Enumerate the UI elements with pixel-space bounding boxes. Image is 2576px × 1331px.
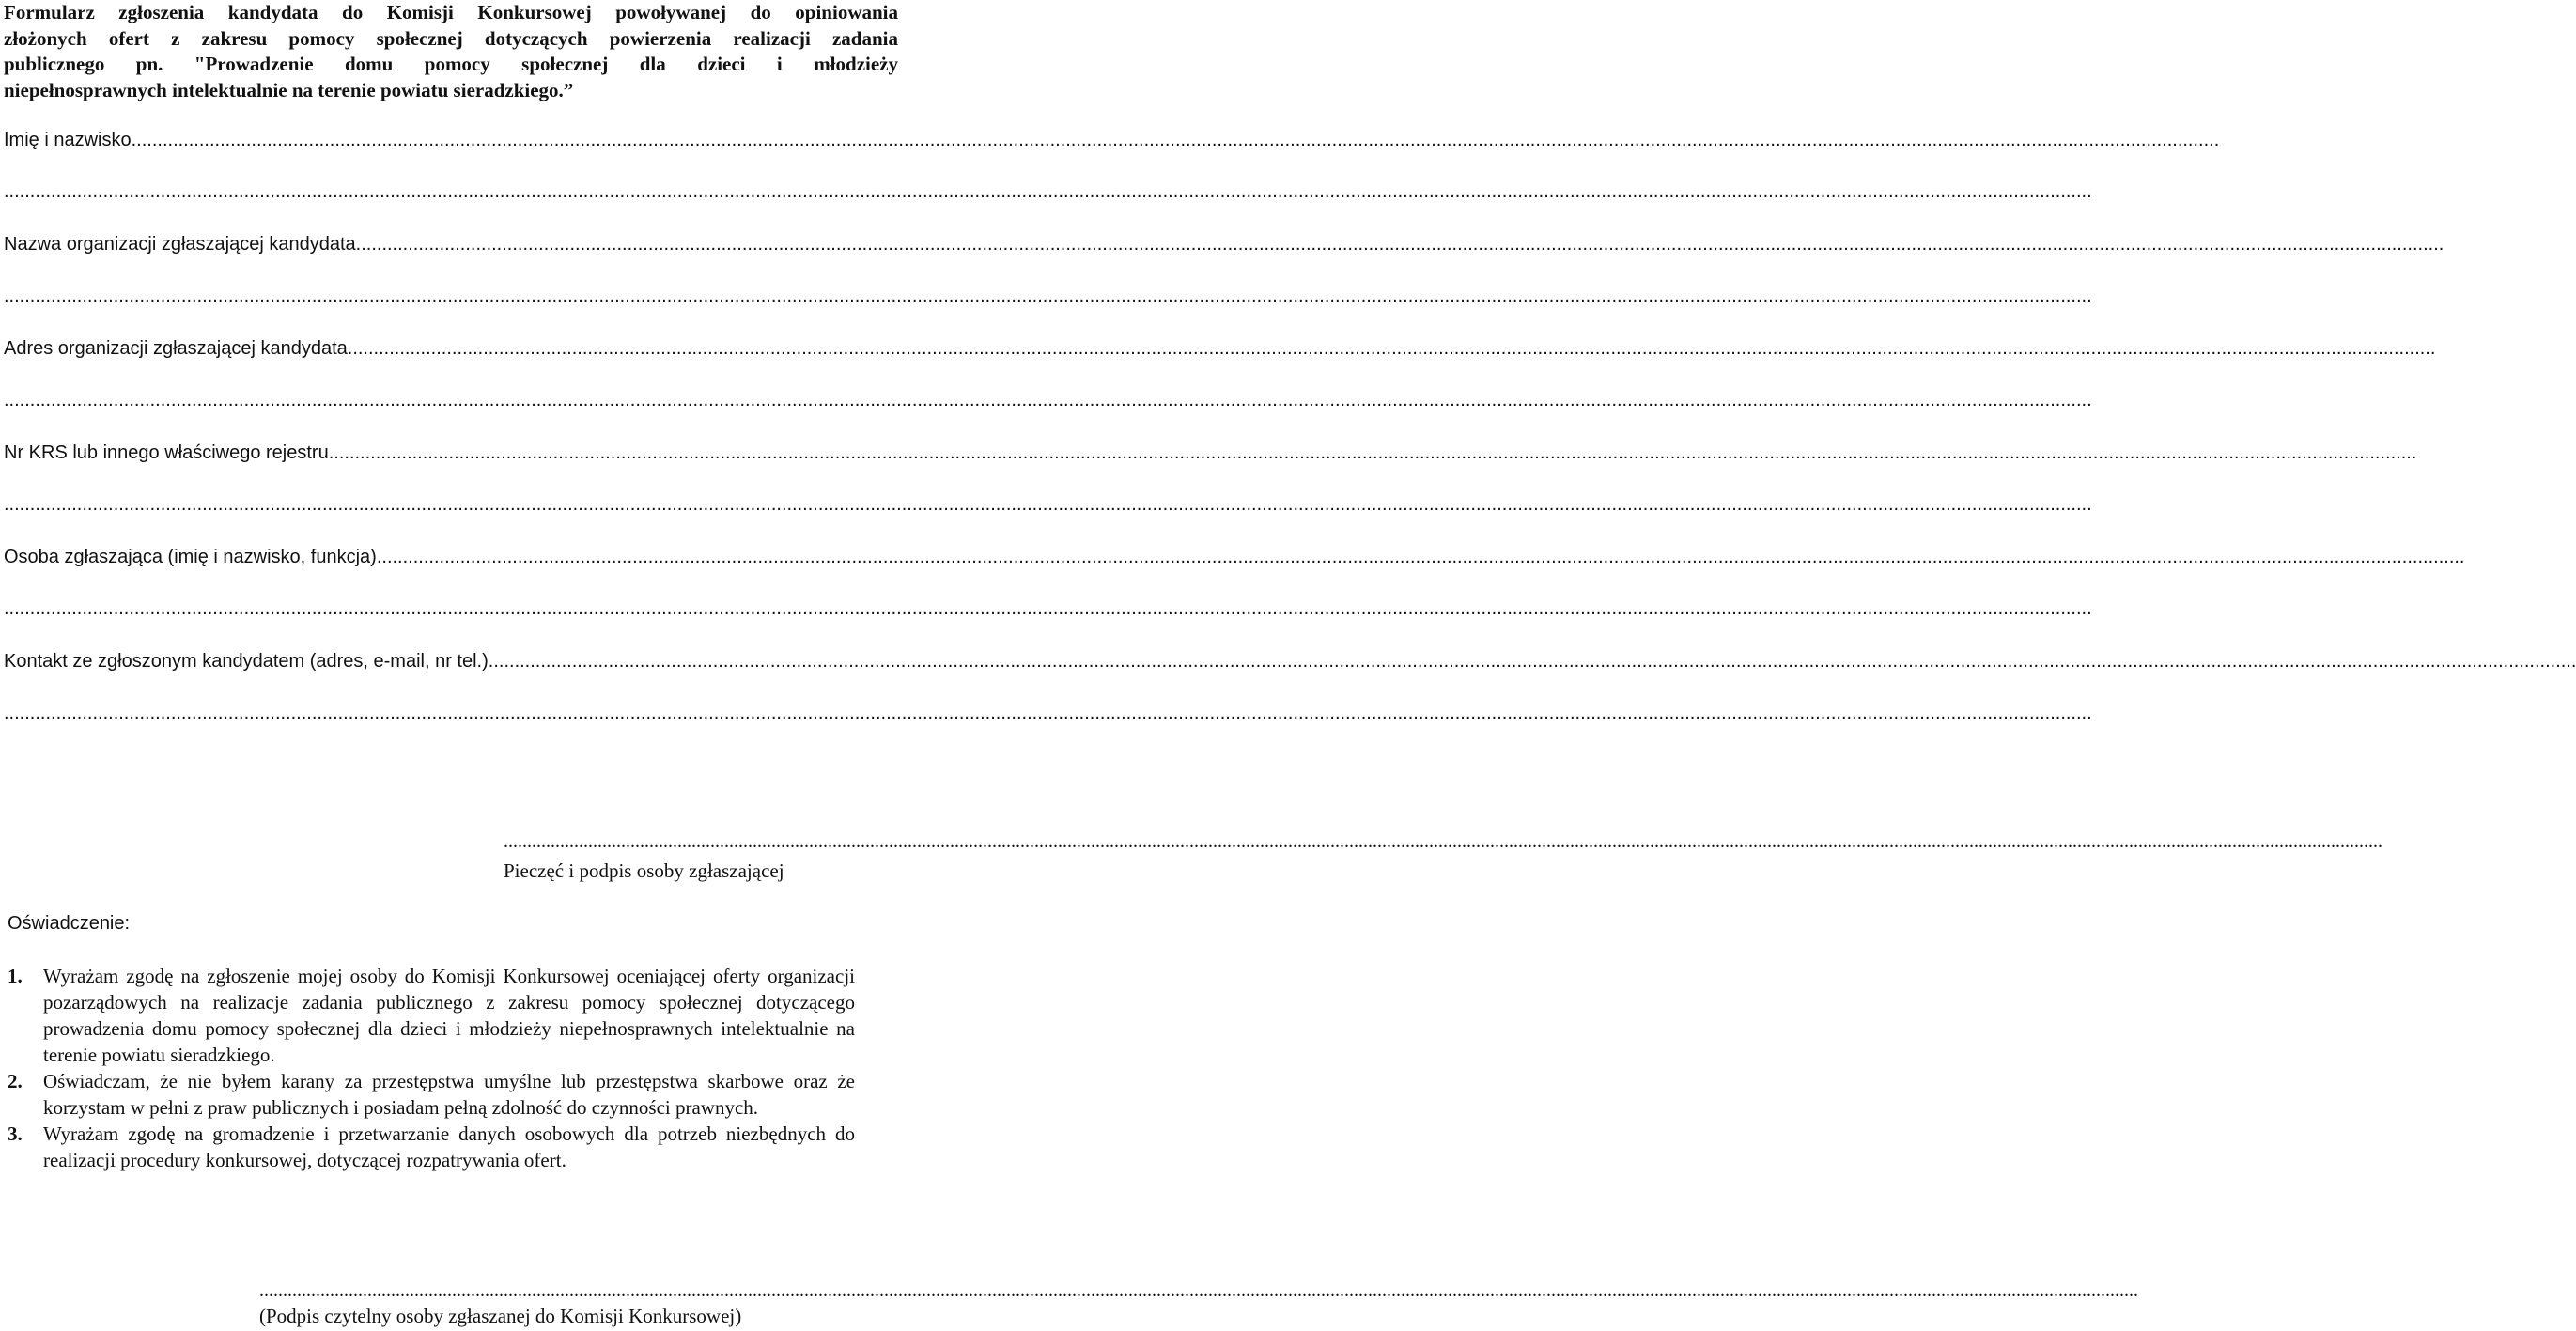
declaration-item	[8, 1068, 855, 1121]
field-candidate-contact	[4, 650, 2576, 673]
declaration-item	[8, 963, 855, 1068]
field-organization-address-fill-dots[interactable]: ................................................................................................................................................................................................................................................................................................................................................................................................................	[347, 338, 2436, 359]
field-krs-number	[4, 441, 2417, 464]
field-name	[4, 129, 2220, 151]
field-organization-name-continuation-dots[interactable]: ................................................................................................................................................................................................................................................................................................................................................................................................................	[4, 286, 2092, 306]
field-organization-address-continuation-dots[interactable]: ................................................................................................................................................................................................................................................................................................................................................................................................................	[4, 390, 2092, 410]
seal-signature-line[interactable]: ................................................................................................................................................................................................................................................................................................................................................................................................................	[504, 831, 2382, 852]
field-submitting-person-continuation-dots[interactable]: ................................................................................................................................................................................................................................................................................................................................................................................................................	[4, 598, 2092, 619]
declaration-item	[8, 1121, 855, 1173]
field-organization-name-label: Nazwa organizacji zgłaszającej kandydata	[4, 234, 356, 255]
field-name-continuation-dots[interactable]: ................................................................................................................................................................................................................................................................................................................................................................................................................	[4, 181, 2092, 202]
field-krs-number-label: Nr KRS lub innego właściwego rejestru	[4, 442, 329, 463]
declaration-text: Oświadczam, że nie byłem karany za przestępstwa umyślne lub przestępstwa skarbowe oraz że korzystam w pełni z praw publicznych i posiadam pełną zdolność do czynności prawnych.	[43, 1070, 855, 1119]
field-krs-number-continuation-dots[interactable]: ................................................................................................................................................................................................................................................................................................................................................................................................................	[4, 494, 2092, 515]
form-title-line: niepełnosprawnych intelektualnie na terenie powiatu sieradzkiego.”	[4, 78, 574, 101]
field-organization-address	[4, 337, 2436, 360]
field-submitting-person-label: Osoba zgłaszająca (imię i nazwisko, funkcja)	[4, 547, 377, 567]
field-submitting-person-fill-dots[interactable]: ................................................................................................................................................................................................................................................................................................................................................................................................................	[376, 547, 2465, 567]
field-candidate-contact-label: Kontakt ze zgłoszonym kandydatem (adres, e-mail, nr tel.)	[4, 651, 489, 672]
declaration-list	[8, 963, 855, 1173]
seal-signature-caption: Pieczęć i podpis osoby zgłaszającej	[504, 859, 784, 882]
candidate-signature-line[interactable]: ................................................................................................................................................................................................................................................................................................................................................................................................................	[259, 1280, 2138, 1301]
form-title	[4, 0, 898, 103]
field-krs-number-fill-dots[interactable]: ................................................................................................................................................................................................................................................................................................................................................................................................................	[328, 442, 2417, 463]
declaration-text: Wyrażam zgodę na gromadzenie i przetwarzanie danych osobowych dla potrzeb niezbędnych do realizacji procedury konkursowej, dotyczącej rozpatrywania ofert.	[43, 1122, 855, 1171]
declaration-number: 2.	[8, 1070, 23, 1092]
field-organization-address-label: Adres organizacji zgłaszającej kandydata	[4, 338, 348, 359]
form-title-line: publicznego pn. "Prowadzenie domu pomocy społecznej dla dzieci i młodzieży	[4, 53, 898, 75]
field-organization-name-fill-dots[interactable]: ................................................................................................................................................................................................................................................................................................................................................................................................................	[355, 234, 2444, 255]
field-name-label: Imię i nazwisko	[4, 130, 132, 150]
field-candidate-contact-fill-dots[interactable]: ................................................................................................................................................................................................................................................................................................................................................................................................................	[488, 651, 2576, 672]
declaration-heading: Oświadczenie:	[8, 913, 131, 934]
field-organization-name	[4, 233, 2444, 255]
candidate-signature-caption: (Podpis czytelny osoby zgłaszanej do Komisji Konkursowej)	[259, 1305, 742, 1327]
field-candidate-contact-continuation-dots[interactable]: ................................................................................................................................................................................................................................................................................................................................................................................................................	[4, 703, 2092, 723]
form-title-line: złożonych ofert z zakresu pomocy społecznej dotyczących powierzenia realizacji zadania	[4, 26, 898, 50]
declaration-number: 1.	[8, 965, 23, 987]
declaration-text: Wyrażam zgodę na zgłoszenie mojej osoby do Komisji Konkursowej oceniającej oferty organizacji pozarządowych na realizacje zadania publicznego z zakresu pomocy społecznej dotyczącego prowadzenia domu pomocy społecznej dla dzieci i młodzieży niepełnosprawnych intelektualnie na terenie powiatu sieradzkiego.	[43, 965, 855, 1066]
field-submitting-person	[4, 546, 2465, 568]
declaration-number: 3.	[8, 1122, 23, 1145]
field-name-fill-dots[interactable]: ................................................................................................................................................................................................................................................................................................................................................................................................................	[131, 130, 2220, 150]
form-title-line: Formularz zgłoszenia kandydata do Komisji Konkursowej powoływanej do opiniowania	[4, 1, 898, 23]
